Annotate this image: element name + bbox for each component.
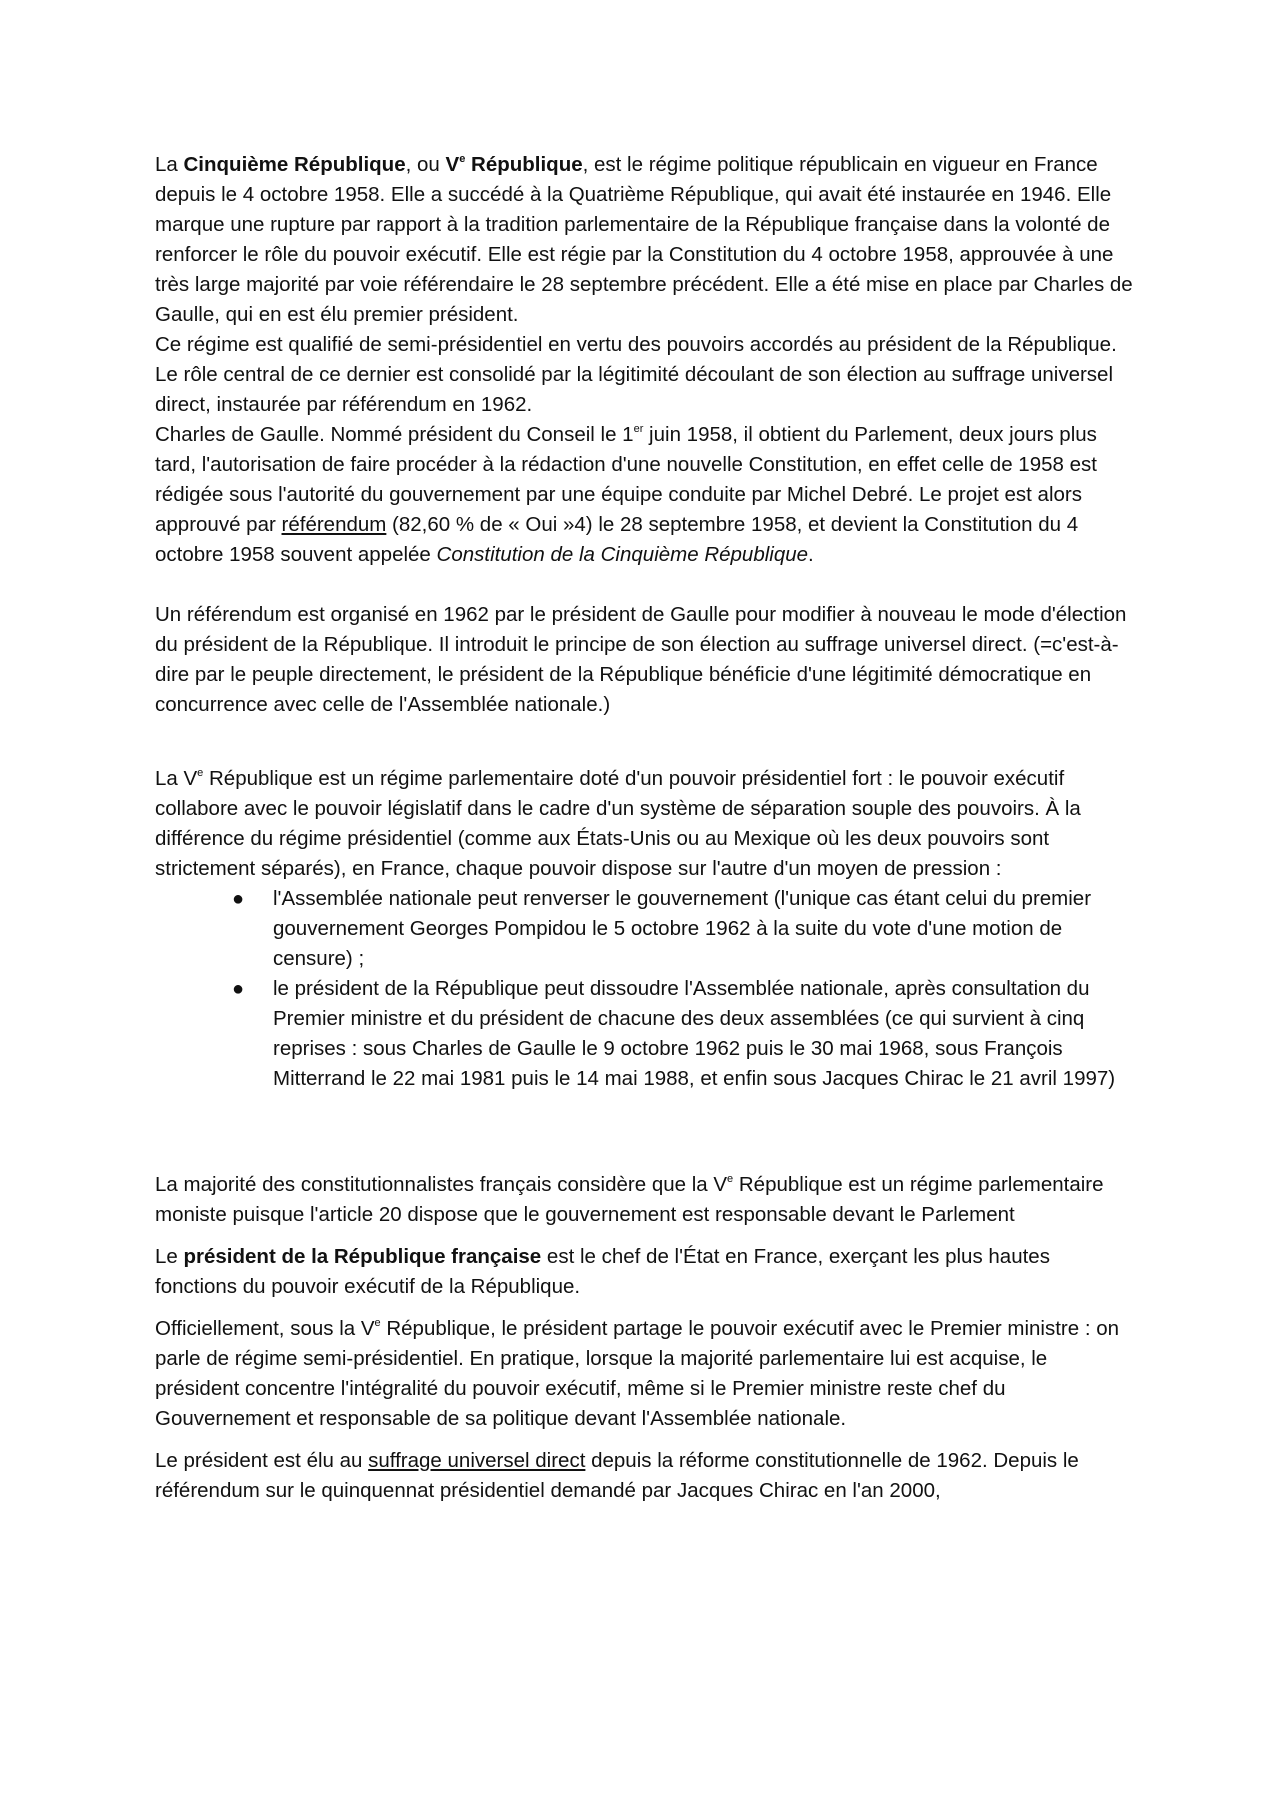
spacer: [155, 1094, 1135, 1170]
paragraph-constitutionnalistes: [155, 1170, 1135, 1230]
superscript: e: [374, 1317, 381, 1329]
text-run: Officiellement, sous la V: [155, 1317, 375, 1340]
text-run: est le chef de l'État en France, exerçant les plus hautes fonctions du pouvoir exécutif de la République.: [155, 1245, 1050, 1298]
bullet-icon: ●: [232, 888, 245, 910]
italic-title: Constitution de la Cinquième République: [436, 543, 809, 566]
text-run: , est le régime politique républicain en vigueur en France depuis le 4 octobre 1958. Elle a succédé à la Quatrième République, qui avait été instaurée en 1946. Elle marque une rupture par rapport à la tradition parlementaire de la République française dans la volonté de renforcer le rôle du pouvoir exécutif. Elle est régie par la Constitution du 4 octobre 1958, approuvée à une très large majorité par voie référendaire le 28 septembre précédent. Elle a été mise en place par Charles de Gaulle, qui en est élu premier président.: [155, 153, 1133, 326]
text-run: République: [465, 153, 583, 176]
text-run: (82,60 % de « Oui »4) le 28 septembre 1958, et devient la Constitution du 4 octobre 1958 souvent appelée: [155, 513, 1079, 566]
text-run: juin 1958, il obtient du Parlement, deux jours plus tard, l'autorisation de faire procéder à la rédaction d'une nouvelle Constitution, en effet celle de 1958 est rédigée sous l'autorité du gouvernement par une équipe conduite par Michel Debré. Le projet est alors approuvé par: [155, 423, 1097, 536]
text-run: , ou: [405, 153, 446, 176]
superscript: e: [727, 1173, 734, 1185]
text-run: Le: [155, 1245, 184, 1268]
text-run: Charles de Gaulle. Nommé président du Conseil le 1: [155, 423, 634, 446]
spacer: [155, 1434, 1135, 1446]
document-body: [155, 150, 1135, 1506]
paragraph-intro: [155, 150, 1135, 330]
text-run: V: [445, 153, 460, 176]
bold-term-cinquieme-republique: Cinquième République: [183, 153, 406, 176]
spacer: [155, 570, 1135, 600]
bold-term-ve-republique: [446, 153, 583, 176]
link-referendum[interactable]: référendum: [281, 513, 387, 536]
paragraph-charles-de-gaulle: [155, 420, 1135, 570]
bold-term-president: président de la République française: [183, 1245, 542, 1268]
bullet-list: [155, 884, 1135, 1094]
text-run: République est un régime parlementaire moniste puisque l'article 20 dispose que le gouvernement est responsable devant le Parlement: [155, 1173, 1104, 1226]
list-item-text: l'Assemblée nationale peut renverser le gouvernement (l'unique cas étant celui du premier gouvernement Georges Pompidou le 5 octobre 1962 à la suite du vote d'une motion de censure) ;: [273, 887, 1092, 970]
bullet-icon: ●: [232, 978, 245, 1000]
superscript: e: [197, 767, 204, 779]
text-run: La: [155, 153, 184, 176]
text-run: République, le président partage le pouvoir exécutif avec le Premier ministre : on parle de régime semi-présidentiel. En pratique, lorsque la majorité parlementaire lui est acquise, le président concentre l'intégralité du pouvoir exécutif, même si le Premier ministre reste chef du Gouvernement et responsable de sa politique devant l'Assemblée nationale.: [155, 1317, 1120, 1430]
link-suffrage-universel-direct[interactable]: suffrage universel direct: [368, 1449, 586, 1472]
paragraph-president: [155, 1242, 1135, 1302]
text-run: La V: [155, 767, 198, 790]
text-run: Le président est élu au: [155, 1449, 369, 1472]
text-run: .: [808, 543, 814, 566]
spacer: [155, 1230, 1135, 1242]
text-run: depuis la réforme constitutionnelle de 1962. Depuis le référendum sur le quinquennat présidentiel demandé par Jacques Chirac en l'an 2000,: [155, 1449, 1079, 1502]
text-run: La majorité des constitutionnalistes français considère que la V: [155, 1173, 728, 1196]
paragraph-semi-presidentiel: Ce régime est qualifié de semi-présidentiel en vertu des pouvoirs accordés au président de la République. Le rôle central de ce dernier est consolidé par la légitimité découlant de son élection au suffrage universel direct, instaurée par référendum en 1962.: [155, 333, 1117, 416]
paragraph-referendum-1962: Un référendum est organisé en 1962 par le président de Gaulle pour modifier à nouveau le mode d'élection du président de la République. Il introduit le principe de son élection au suffrage universel direct. (=c'est-à-dire par le peuple directement, le président de la République bénéficie d'une légitimité démocratique en concurrence avec celle de l'Assemblée nationale.): [155, 603, 1127, 716]
list-item: [155, 974, 1135, 1094]
list-item-text: le président de la République peut dissoudre l'Assemblée nationale, après consultation du Premier ministre et du président de chacune des deux assemblées (ce qui survient à cinq reprises : sous Charles de Gaulle le 9 octobre 1962 puis le 30 mai 1968, sous François Mitterrand le 22 mai 1981 puis le 14 mai 1988, et enfin sous Jacques Chirac le 21 avril 1997): [273, 977, 1116, 1090]
spacer: [155, 1302, 1135, 1314]
list-item: [155, 884, 1135, 974]
paragraph-regime-parlementaire: [155, 764, 1135, 884]
text-run: République est un régime parlementaire doté d'un pouvoir présidentiel fort : le pouvoir exécutif collabore avec le pouvoir législatif dans le cadre d'un système de séparation souple des pouvoirs. À la différence du régime présidentiel (comme aux États-Unis ou au Mexique où les deux pouvoirs sont strictement séparés), en France, chaque pouvoir dispose sur l'autre d'un moyen de pression :: [155, 767, 1081, 880]
paragraph-officiellement: [155, 1314, 1135, 1434]
superscript: e: [459, 153, 466, 165]
superscript: er: [633, 423, 644, 435]
paragraph-election: [155, 1446, 1135, 1506]
spacer: [155, 720, 1135, 764]
